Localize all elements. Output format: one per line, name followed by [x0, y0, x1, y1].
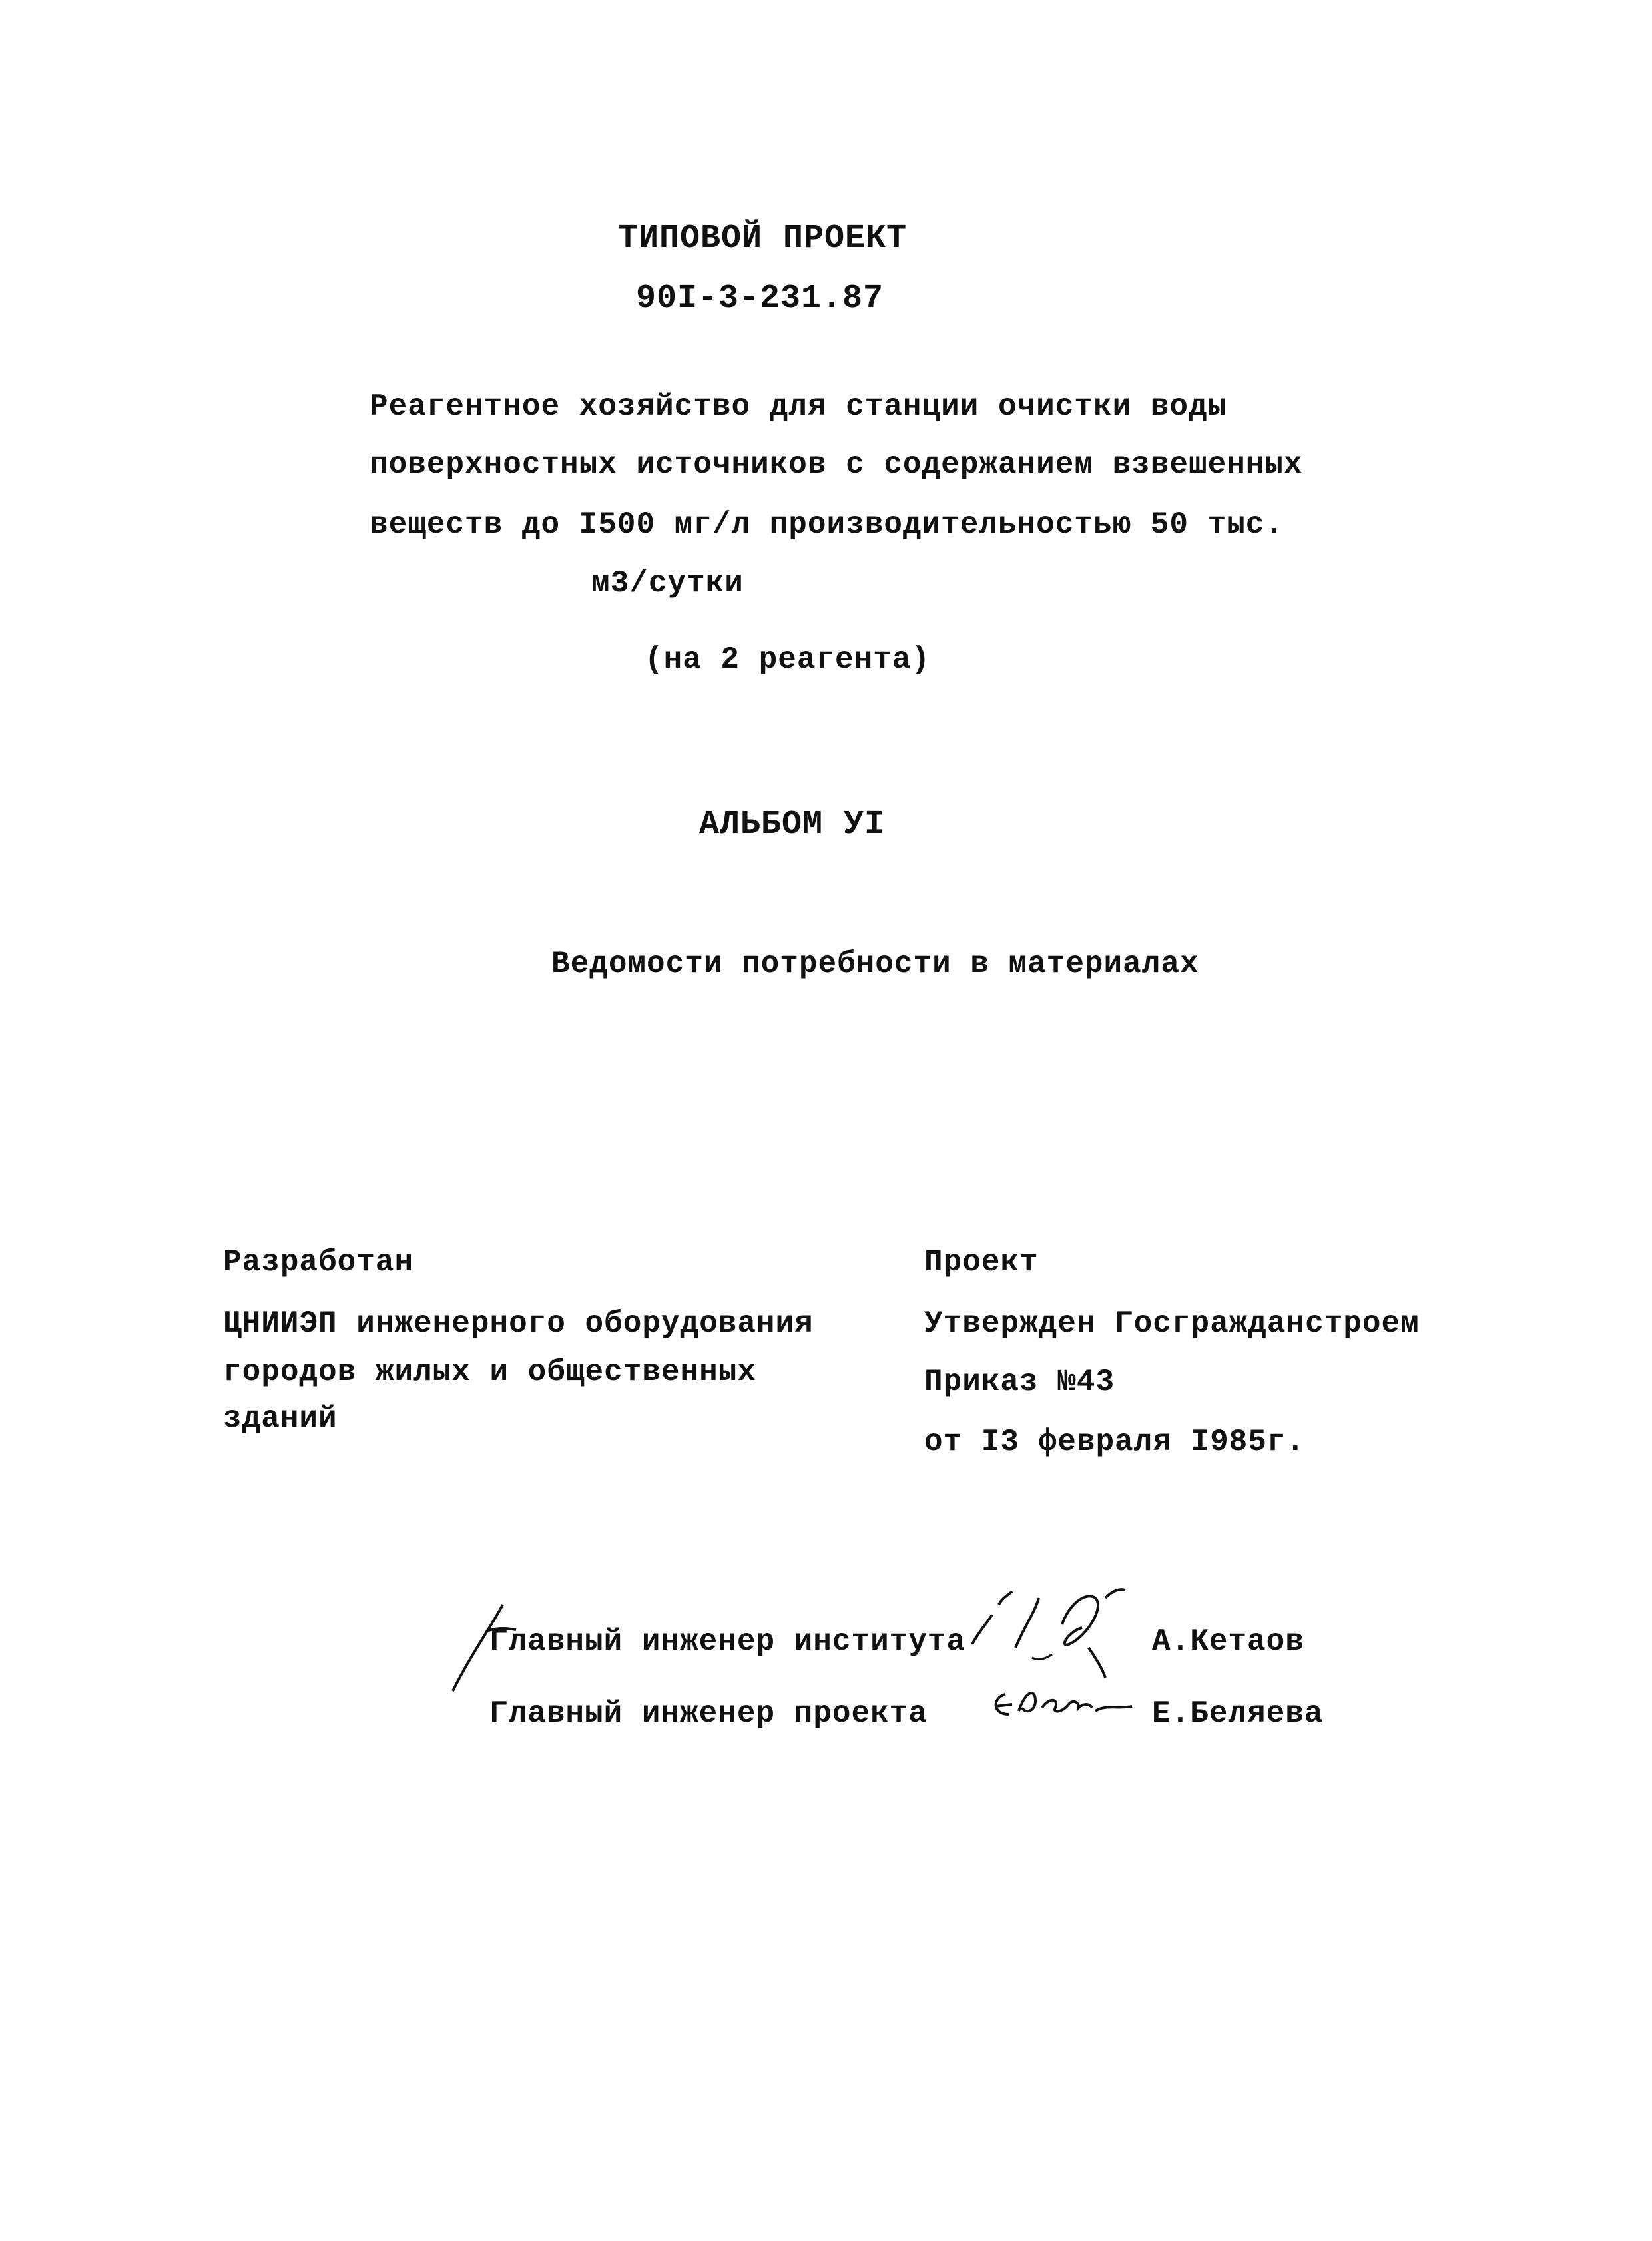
developer-line-2: городов жилых и общественных: [223, 1355, 756, 1389]
description-line-2: поверхностных источников с содержанием взвешенных: [370, 447, 1303, 482]
album-subtitle: Ведомости потребности в материалах: [551, 947, 1199, 981]
signature-role-2: Главный инженер проекта: [489, 1696, 928, 1731]
signature-role-1: Главный инженер института: [489, 1624, 966, 1659]
developer-label: Разработан: [223, 1245, 414, 1280]
description-line-3: веществ до I500 мг/л производительностью 50 тыс.: [370, 507, 1284, 542]
description-line-4: м3/сутки: [591, 566, 744, 601]
approval-line-1: Утвержден Госгражданстроем: [924, 1306, 1420, 1341]
developer-line-1: ЦНИИЭП инженерного оборудования: [223, 1306, 814, 1341]
approval-line-2: Приказ №43: [924, 1365, 1115, 1399]
description-line-1: Реагентное хозяйство для станции очистки воды: [370, 389, 1227, 424]
developer-line-3: зданий: [223, 1401, 338, 1436]
approval-line-3: от I3 февраля I985г.: [924, 1425, 1306, 1459]
signature-name-2: Е.Беляева: [1152, 1696, 1324, 1731]
description-note: (на 2 реагента): [645, 642, 931, 677]
album-title: АЛЬБОМ УI: [699, 806, 886, 844]
signature-name-1: А.Кетаов: [1152, 1624, 1304, 1659]
approval-label: Проект: [924, 1245, 1039, 1280]
handwritten-signature-icon: [952, 1585, 1145, 1684]
doc-type-title: ТИПОВОЙ ПРОЕКТ: [618, 220, 908, 258]
handwritten-signature-icon: [985, 1674, 1139, 1728]
doc-number: 90I-3-231.87: [636, 280, 884, 318]
handwritten-flourish-icon: [439, 1598, 519, 1698]
